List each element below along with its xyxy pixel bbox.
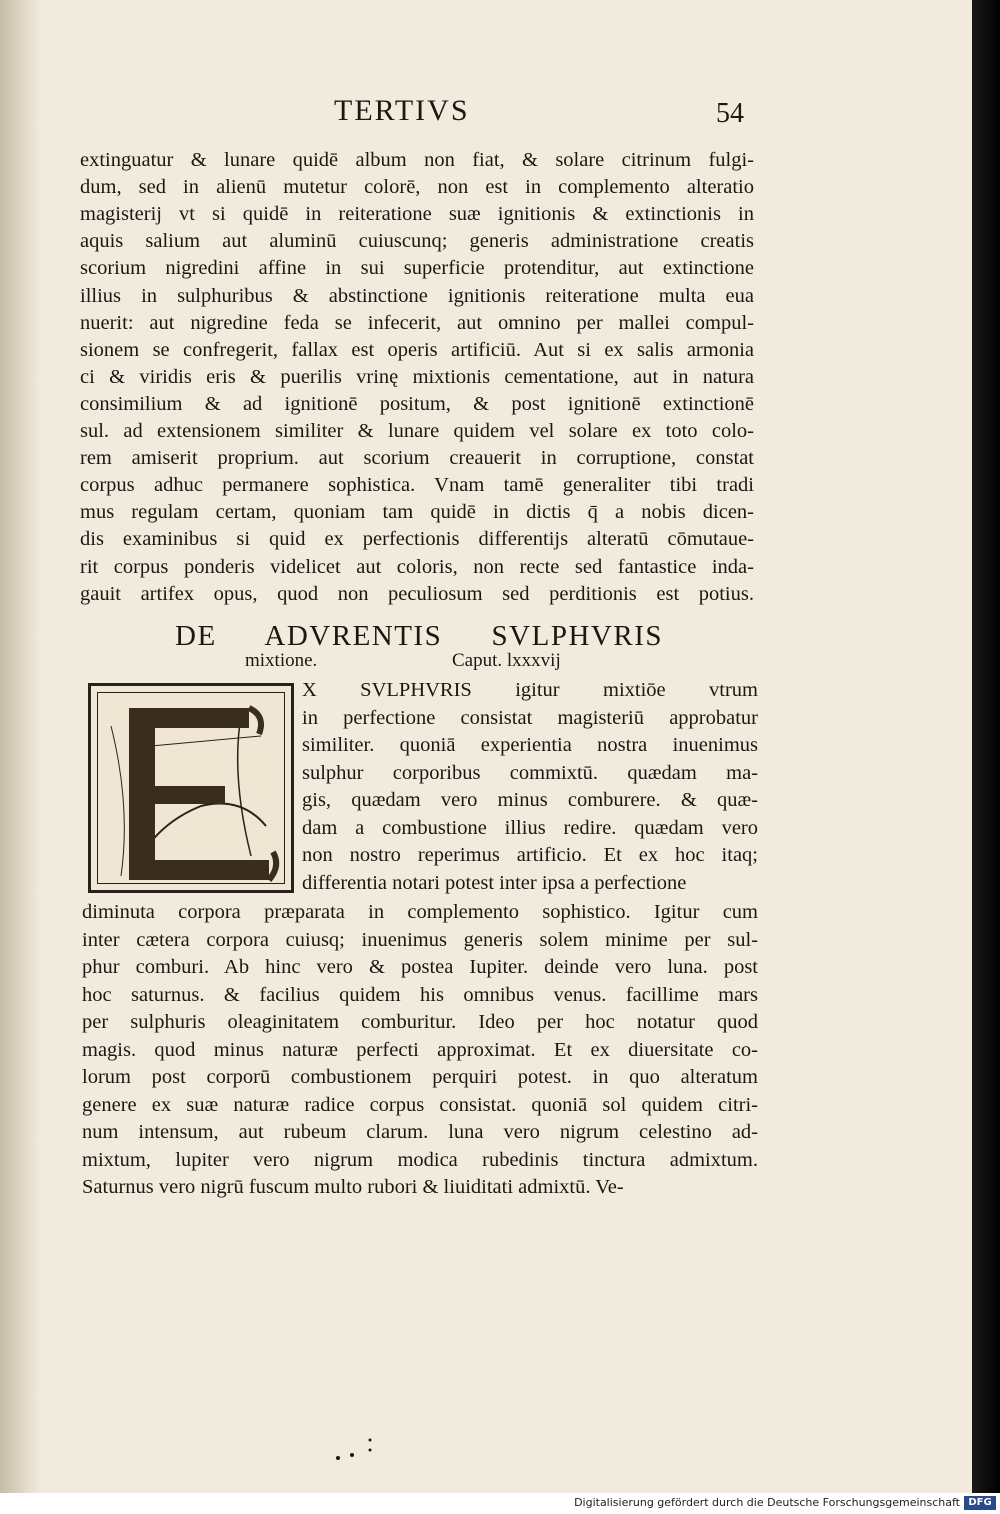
- text-line: magisterij vt si quidē in reiteratione suæ ignitionis & extinctionis in: [80, 203, 754, 226]
- text-line: phur comburi. Ab hinc vero & postea Iupiter. deinde vero luna. post: [82, 956, 758, 978]
- text-line: magis. quod minus naturæ perfecti approximat. Et ex diuersitate co-: [82, 1038, 758, 1061]
- text-line: rem amiserit proprium. aut scorium creauerit in corruptione, constat: [80, 447, 754, 470]
- digitization-footer: [0, 1493, 1000, 1514]
- chapter-subheading: mixtione.: [245, 650, 318, 671]
- text-line: similiter. quoniā experientia nostra inuenimus: [302, 734, 758, 756]
- text-line: dum, sed in alienū mutetur colorē, non est in complemento alteratio: [80, 176, 754, 199]
- text-line: num intensum, aut rubeum clarum. luna vero nigrum celestino ad-: [82, 1121, 758, 1143]
- text-line: aquis salium aut aluminū cuiuscunq; generis administratione creatis: [80, 230, 754, 253]
- initial-letter-ornament: [91, 686, 297, 896]
- text-line: lorum post corporū combustionem perquiri potest. in quo alteratum: [82, 1066, 758, 1088]
- text-line: sionem se confregerit, fallax est operis artificiū. Aut si ex salis armonia: [80, 338, 754, 361]
- text-line: differentia notari potest inter ipsa a perfectione: [302, 871, 687, 894]
- running-head: TERTIVS: [334, 94, 470, 127]
- text-line: inter cætera corpora cuiusq; inuenimus generis solem minime per sul-: [82, 928, 758, 951]
- text-line: gis, quædam vero minus comburere. & quæ-: [302, 789, 758, 811]
- chapter-number: Caput. lxxxvij: [452, 650, 561, 671]
- page-header: [0, 94, 975, 134]
- text-line: Saturnus vero nigrū fuscum multo rubori & liuiditati admixtū. Ve-: [82, 1176, 624, 1198]
- text-line: hoc saturnus. & facilius quidem his omnibus venus. facillime mars: [82, 983, 758, 1006]
- text-line: diminuta corpora præparata in complemento sophistico. Igitur cum: [82, 901, 758, 923]
- text-line: scorium nigredini affine in sui superficie protenditur, aut extinctione: [80, 257, 754, 280]
- binding-edge: [972, 0, 1000, 1493]
- text-line: illius in sulphuribus & abstinctione ignitionis reiteratione multa eua: [80, 284, 754, 307]
- text-line: non nostro reperimus artificio. Et ex hoc itaq;: [302, 844, 758, 866]
- text-line: mixtum, lupiter vero nigrum modica rubedinis tinctura admixtum.: [82, 1148, 758, 1171]
- text-line: consimilium & ad ignitionē positum, & post ignitionē extinctionē: [80, 392, 754, 415]
- text-line: genere ex suæ naturæ radice corpus consistat. quoniā sol quidem citri-: [82, 1093, 758, 1116]
- printer-marks: [330, 1430, 380, 1470]
- text-line: rit corpus ponderis videlicet aut coloris, non recte sed fantastice inda-: [80, 555, 754, 578]
- text-line: mus regulam certam, quoniam tam quidē in dictis q̄ a nobis dicen-: [80, 501, 754, 524]
- text-line: nuerit: aut nigredine feda se infecerit, aut omnino per mallei compul-: [80, 311, 754, 334]
- text-line: corpus adhuc permanere sophistica. Vnam tamē generaliter tibi tradi: [80, 474, 754, 497]
- page-fold-shadow: [0, 0, 40, 1493]
- text-line: in perfectione consistat magisteriū approbatur: [302, 706, 758, 729]
- text-line: dam a combustione illius redire. quædam vero: [302, 816, 758, 839]
- text-line: ci & viridis eris & puerilis vrinę mixtionis cementatione, aut in natura: [80, 365, 754, 388]
- text-line: dis examinibus si quid ex perfectionis differentijs alteratū cōmutaue-: [80, 528, 754, 551]
- text-line: gauit artifex opus, quod non peculiosum sed perditionis est potius.: [80, 582, 754, 605]
- page-number: 54: [716, 98, 744, 129]
- decorated-initial: [88, 683, 294, 893]
- text-line: sulphur corporibus commixtū. quædam ma-: [302, 761, 758, 784]
- chapter-heading: DE ADVRENTIS SVLPHVRIS: [175, 620, 663, 652]
- text-line: X SVLPHVRIS igitur mixtiōe vtrum: [302, 679, 758, 701]
- dfg-logo: DFG: [964, 1496, 996, 1510]
- funding-credit: Digitalisierung gefördert durch die Deutsche Forschungsgemeinschaft: [574, 1496, 960, 1509]
- text-line: per sulphuris oleaginitatem comburitur. Ideo per hoc notatur quod: [82, 1011, 758, 1033]
- text-line: sul. ad extensionem similiter & lunare quidem vel solare ex toto colo-: [80, 420, 754, 442]
- text-line: extinguatur & lunare quidē album non fiat, & solare citrinum fulgi-: [80, 149, 754, 171]
